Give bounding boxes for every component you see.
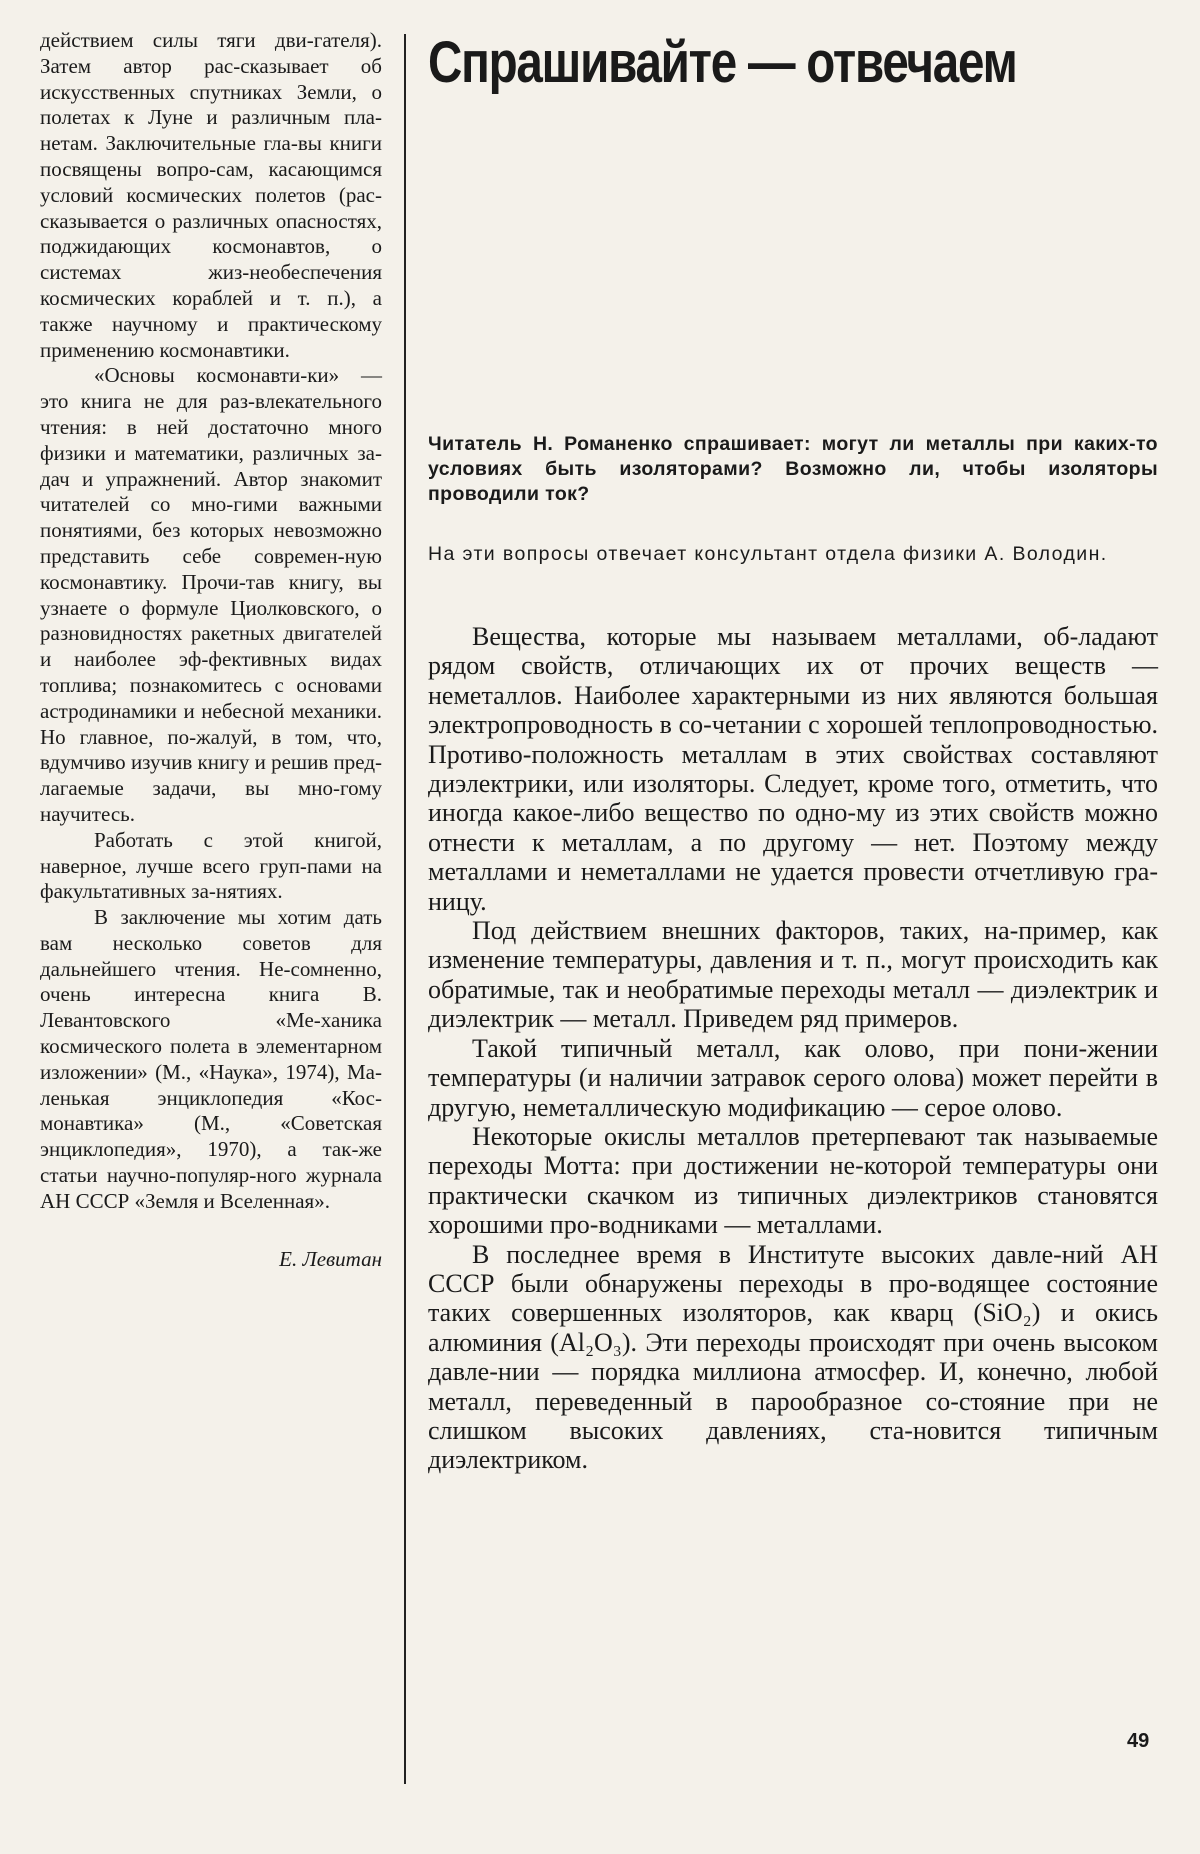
left-column (40, 28, 382, 1272)
left-paragraph-2: «Основы космонавти-ки» — это книга не для раз-влекательного чтения: в ней достаточно много физики и математики, различных за-дач и упражнений. Автор знакомит читателей со мно-гими важными понятиями, без которых невозможно представить себе современ-ную космонавтику. Прочи-тав книгу, вы узнаете о формуле Циолковского, о разновидностях ракетных двигателей и наиболее эф-фективных видах топлива; познакомитесь с основами астродинамики и небесной механики. Но главное, по-жалуй, в том, что, вдумчиво изучив книгу и решив пред-лагаемые задачи, вы мно-гому научитесь. (40, 363, 382, 826)
left-paragraph-3: Работать с этой книгой, наверное, лучше всего груп-пами на факультативных за-нятиях. (40, 827, 382, 904)
body-paragraph-2: Под действием внешних факторов, таких, на-пример, как изменение температуры, давления и т. п., могут происходить как обратимые, так и необратимые переходы металл — диэлектрик и диэлектрик — металл. Приведем ряд примеров. (428, 916, 1158, 1034)
answerer-line: На эти вопросы отвечает консультант отдела физики А. Володин. (428, 543, 1108, 565)
body-paragraph-1: Вещества, которые мы называем металлами, об-ладают рядом свойств, отличающих их от прочих веществ — неметаллов. Наиболее характерными из них являются большая электропроводность в со-четании с хорошей теплопроводностью. Противо-положность металлам в этих свойствах составляют диэлектрики, или изоляторы. Следует, кроме того, отметить, что иногда какое-либо вещество по одно-му из этих свойств можно отнести к металлам, а по другому — нет. Поэтому между металлами и неметаллами не удается провести отчетливую гра-ницу. (428, 622, 1158, 916)
body-paragraph-4: Некоторые окислы металлов претерпевают так называемые переходы Мотта: при достижении не-которой температуры они практически скачком из типичных диэлектриков становятся хорошими про-водниками — металлами. (428, 1121, 1158, 1240)
article-title: Спрашивайте — отвечаем (428, 30, 1017, 95)
page-number: 49 (1127, 1730, 1150, 1752)
article-body (428, 622, 1158, 1475)
left-paragraph-4: В заключение мы хотим дать вам несколько советов для дальнейшего чтения. Не-сомненно, очень интересна книга В. Левантовского «Ме-ханика космического полета в элементарном изложении» (М., «Наука», 1974), Ма-ленькая энциклопедия «Кос-монавтика» (М., «Советская энциклопедия», 1970), а так-же статьи научно-популяр-ного журнала АН СССР «Земля и Вселенная». (40, 905, 382, 1213)
reader-question: Читатель Н. Романенко спрашивает: могут ли металлы при каких-то условиях быть изоляторами? Возможно ли, чтобы изоляторы проводили ток? (428, 433, 1158, 505)
author-signature: Е. Левитан (279, 1246, 382, 1271)
left-paragraph-1: действием силы тяги дви-гателя). Затем автор рас-сказывает об искусственных спутниках Земли, о полетах к Луне и различным пла-нетам. Заключительные гла-вы книги посвящены вопро-сам, касающимся условий космических полетов (рас-сказывается о различных опасностях, поджидающих космонавтов, о системах жиз-необеспечения космических кораблей и т. п.), а также научному и практическому применению космонавтики. (40, 28, 382, 362)
column-divider (404, 34, 406, 1784)
body-paragraph-5: В последнее время в Институте высоких давле-ний АН СССР были обнаружены переходы в про-водящее состояние таких совершенных изоляторов, как кварц (SiO₂) и окись алюминия (Al₂O₃). Эти переходы происходят при очень высоком давле-нии — порядка миллиона атмосфер. И, конечно, любой металл, переведенный в парообразное со-стояние при не слишком высоких давлениях, ста-новится типичным диэлектриком. (428, 1239, 1158, 1475)
body-paragraph-3: Такой типичный металл, как олово, при пони-жении температуры (и наличии затравок серого олова) может перейти в другую, неметаллическую модификацию — серое олово. (428, 1033, 1158, 1122)
